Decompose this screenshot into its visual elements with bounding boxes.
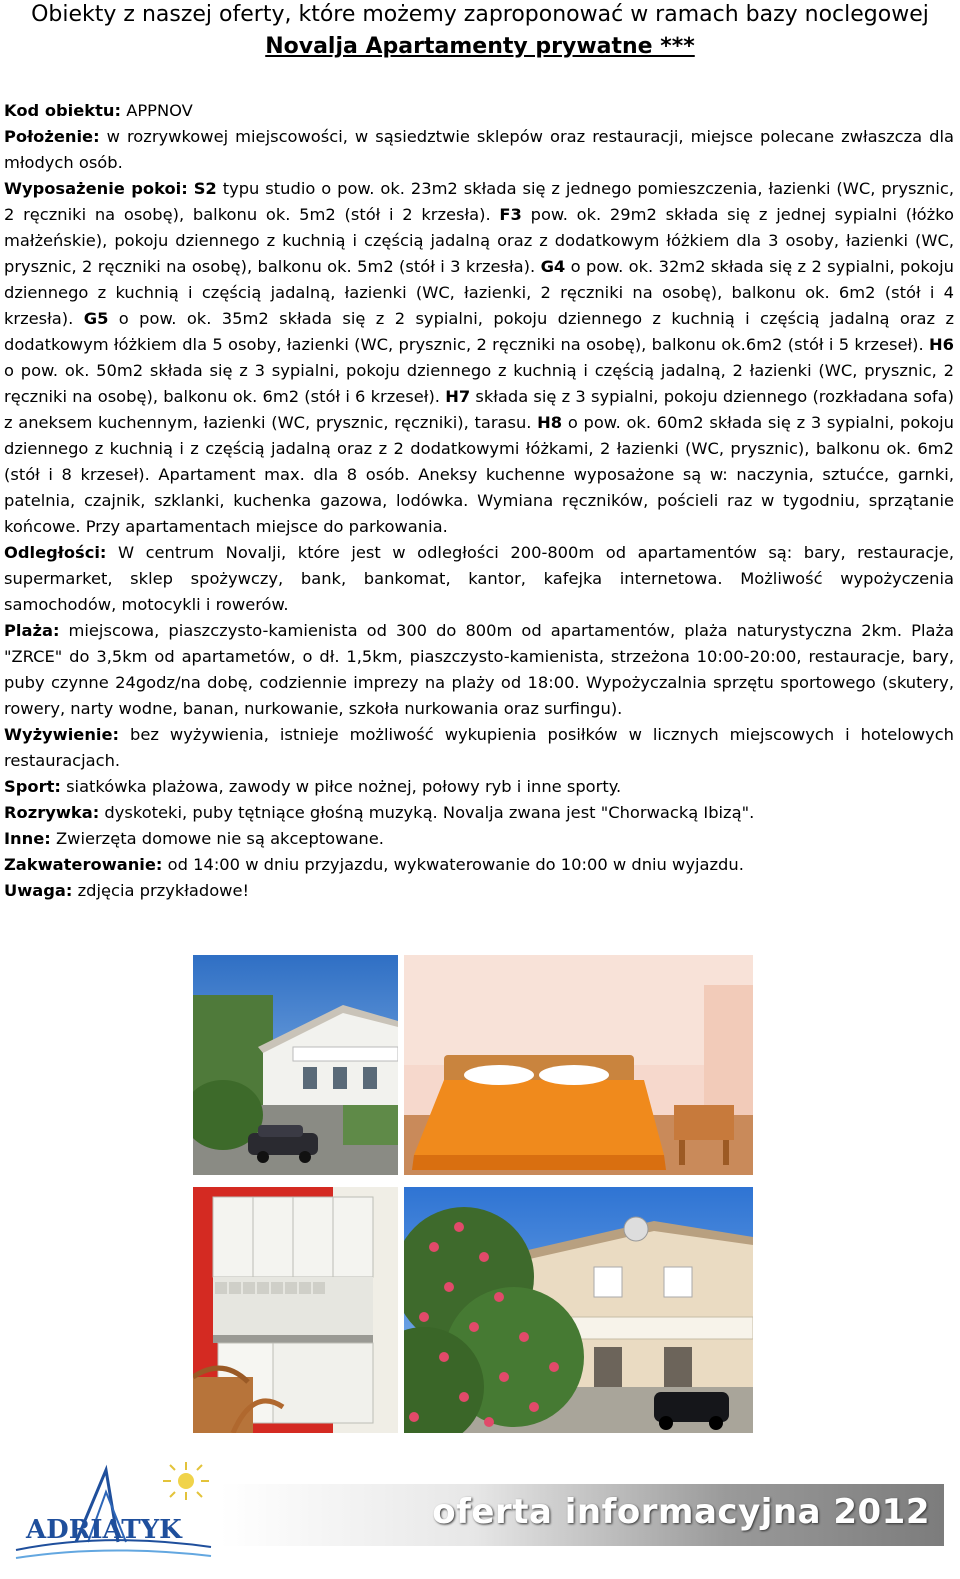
room-h6: H6 [929,335,954,354]
property-details [4,98,954,904]
sport-row [4,774,954,800]
inne-label: Inne: [4,829,51,848]
footer-banner [220,1484,944,1546]
header-title: Obiekty z naszej oferty, które możemy zaproponować w ramach bazy noclegowej [31,2,929,27]
rozrywka-row [4,800,954,826]
plaza-label: Plaża: [4,621,60,640]
photo-kitchen [193,1187,398,1433]
room-h7-text: składa się z 3 sypialni, pokoju dziennego (rozkładana sofa) z aneksem kuchennym, łazienki (WC, prysznic, ręczniki), tarasu. [4,387,954,432]
uwaga-row [4,878,954,904]
sport-value: siatkówka plażowa, zawody w piłce nożnej, połowy ryb i inne sporty. [60,777,622,796]
rozrywka-value: dyskoteki, puby tętniące głośną muzyką. Novalja zwana jest "Chorwacką Ibizą". [99,803,755,822]
inne-row [4,826,954,852]
polozenie-value: w rozrywkowej miejscowości, w sąsiedztwie sklepów oraz restauracji, miejsce polecane zwłaszcza dla młodych osób. [4,127,954,172]
footer-banner-text: oferta informacyjna 2012 [432,1492,930,1532]
kod-label: Kod obiektu: [4,101,122,120]
photo-bedroom [404,955,753,1175]
wyposazenie-label: Wyposażenie pokoi: [4,179,188,198]
room-f3: F3 [499,205,522,224]
rozrywka-label: Rozrywka: [4,803,100,822]
odleglosci-row [4,540,954,618]
wyzywienie-label: Wyżywienie: [4,725,120,744]
polozenie-label: Położenie: [4,127,100,146]
room-h8: H8 [537,413,563,432]
uwaga-value: zdjęcia przykładowe! [72,881,250,900]
plaza-row [4,618,954,722]
uwaga-label: Uwaga: [4,881,73,900]
polozenie-row [4,124,954,176]
odleglosci-label: Odległości: [4,543,107,562]
zakwaterowanie-label: Zakwaterowanie: [4,855,163,874]
wyposazenie-row [4,176,954,540]
photo-house-flowers [404,1187,753,1433]
header [0,0,960,64]
adriatyk-logo [6,1462,221,1572]
photo-house-exterior [193,955,398,1175]
room-h6-text: o pow. ok. 50m2 składa się z 3 sypialni, pokoju dziennego z kuchnią i częścią jadalną, 2 łazienki (WC, prysznic, 2 ręczniki na osobę), balkonu ok. 6m2 (stół i 6 krzeseł). [4,361,954,406]
zakwaterowanie-value: od 14:00 w dniu przyjazdu, wykwaterowanie do 10:00 w dniu wyjazdu. [162,855,744,874]
room-s2-text: typu studio o pow. ok. 23m2 składa się z jednego pomieszczenia, łazienki (WC, prysznic, 2 ręczniki na osobę), balkonu ok. 5m2 (stół i 2 krzesła). [4,179,954,224]
zakwaterowanie-row [4,852,954,878]
plaza-value: miejscowa, piaszczysto-kamienista od 300 do 800m od apartamentów, plaża naturystyczna 2km. Plaża "ZRCE" do 3,5km od apartametów, o dł. 1,5km, piaszczysto-kamienista, strzeżona 10:00-20:00, restauracje, bary, puby czynne 24godz/na dobę, codziennie imprezy na plaży od 18:00. Wypożyczalnia sprzętu sportowego (skutery, rowery, narty wodne, banan, nurkowanie, szkoła nurkowania oraz surfingu). [4,621,954,718]
room-g4-text: o pow. ok. 32m2 składa się z 2 sypialni, pokoju dziennego z kuchnią i częścią jadalną, łazienki (WC, łazienki, 2 ręczniki na osobę), balkonu ok. 6m2 (stół i 4 krzesła). [4,257,954,328]
room-h8-text: o pow. ok. 60m2 składa się z 3 sypialni, pokoju dziennego z kuchnią i z częścią jadalną oraz z 2 dodatkowymi łóżkami, 2 łazienki (WC, prysznic), balkonu ok. 6m2 (stół i 8 krzeseł). Apartament max. dla 8 osób. Aneksy kuchenne wyposażone są w: naczynia, sztućce, garnki, patelnia, czajnik, szklanki, kuchenka gazowa, lodówka. Wymiana ręczników, pościeli raz w tygodniu, sprzątanie końcowe. Przy apartamentach miejsce do parkowania. [4,413,954,536]
room-f3-text: pow. ok. 29m2 składa się z jednej sypialni (łóżko małżeńskie), pokoju dziennego z kuchnią i częścią jadalną oraz z dodatkowym łóżkiem dla 3 osoby, łazienki (WC, prysznic, 2 ręczniki na osobę), balkonu ok. 5m2 (stół i 3 krzesła). [4,205,955,276]
property-name: Novalja Apartamenty prywatne *** [265,34,695,59]
wyzywienie-row [4,722,954,774]
odleglosci-value: W centrum Novalji, które jest w odległości 200-800m od apartamentów są: bary, restauracje, supermarket, sklep spożywczy, bank, bankomat, kantor, kafejka internetowa. Możliwość wypożyczenia samochodów, motocykli i rowerów. [4,543,954,614]
inne-value: Zwierzęta domowe nie są akceptowane. [50,829,384,848]
room-g5-text: o pow. ok. 35m2 składa się z 2 sypialni, pokoju dziennego z kuchnią i częścią jadalną oraz z dodatkowym łóżkiem dla 5 osoby, łazienki (WC, prysznic, 2 ręczniki na osobę), balkonu ok.6m2 (stół i 5 krzeseł). [4,309,955,354]
kod-row [4,98,954,124]
logo-text: ADRIATYK [26,1515,182,1545]
room-s2: S2 [193,179,217,198]
room-g4: G4 [540,257,566,276]
kod-value: APPNOV [121,101,193,120]
sport-label: Sport: [4,777,61,796]
room-h7: H7 [445,387,471,406]
room-g5: G5 [83,309,109,328]
photo-gallery [193,955,753,1435]
wyzywienie-value: bez wyżywienia, istnieje możliwość wykupienia posiłków w licznych miejscowych i hotelowych restauracjach. [4,725,954,770]
